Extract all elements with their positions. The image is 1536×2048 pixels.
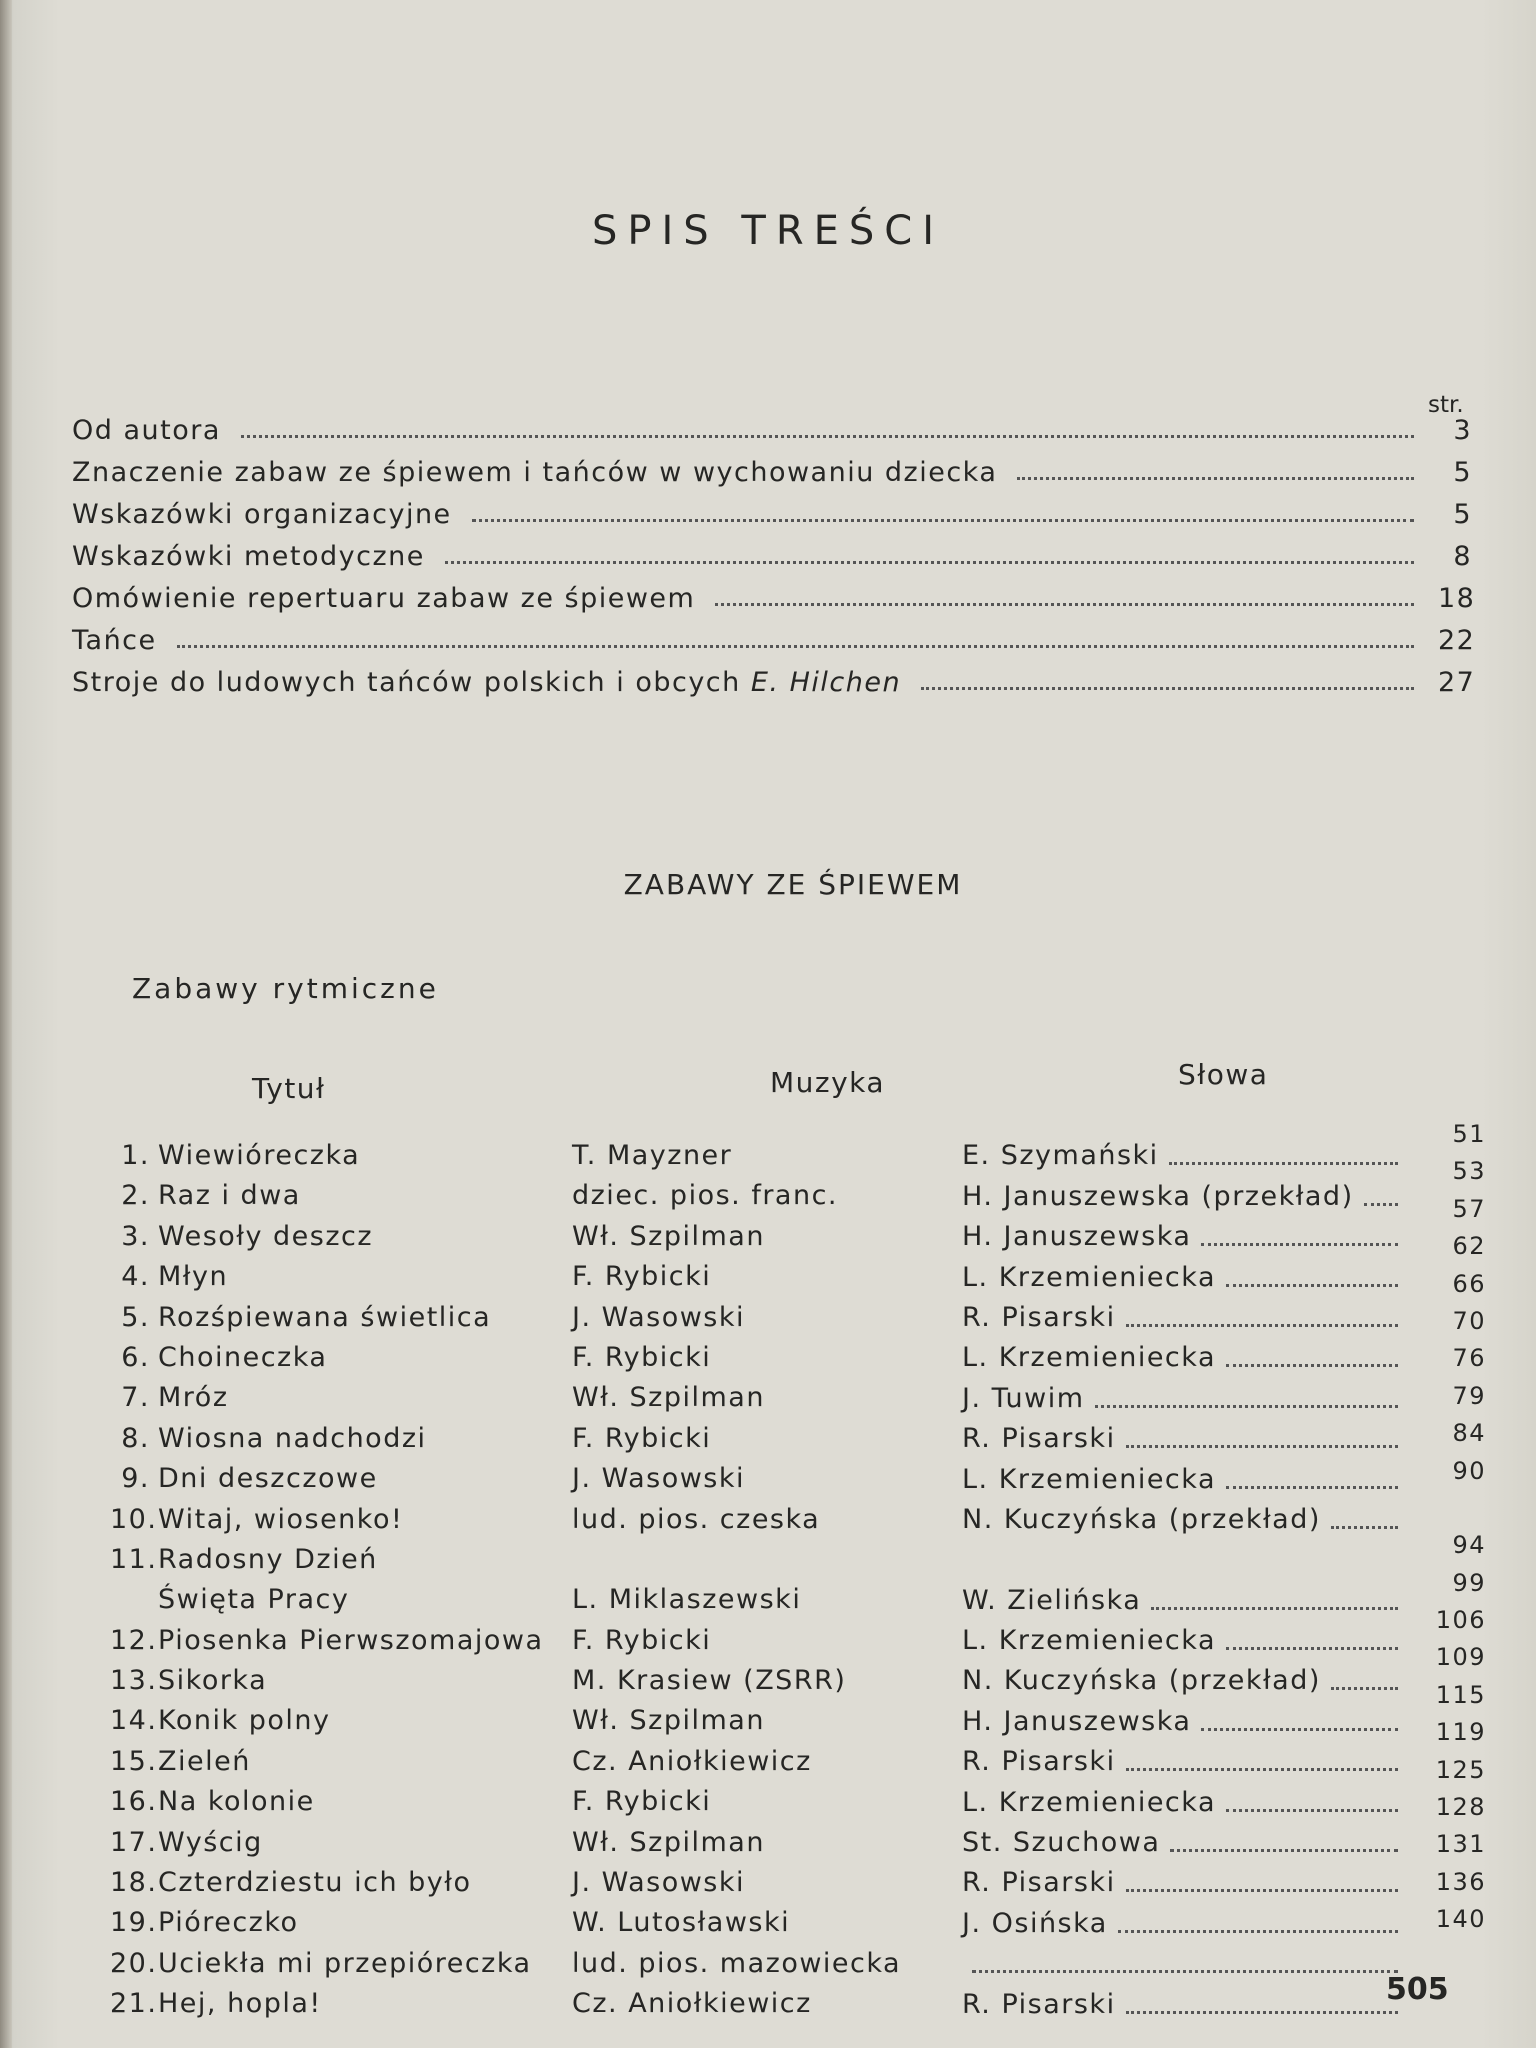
leader-dots (921, 686, 1414, 690)
song-page: 53 (1452, 1157, 1486, 1186)
song-title (110, 1661, 544, 1701)
leader-dots (1201, 1728, 1398, 1731)
song-title-text: Choineczka (158, 1341, 328, 1373)
song-words (962, 1176, 1402, 1216)
song-music: L. Miklaszewski (572, 1584, 802, 1616)
section-title: ZABAWY ZE ŚPIEWEM (623, 868, 963, 901)
toc-entry-author-name: E. Hilchen (750, 667, 902, 698)
song-words (962, 1540, 1402, 1580)
song-words (962, 1701, 1402, 1741)
song-page: 57 (1452, 1194, 1486, 1223)
leader-dots (1226, 1364, 1398, 1367)
song-words (962, 1944, 1402, 1984)
song-page-column (1406, 1116, 1486, 1939)
leader-dots (472, 518, 1414, 522)
song-title (110, 1621, 544, 1661)
song-music: Wł. Szpilman (572, 1705, 765, 1737)
song-words (962, 1419, 1402, 1459)
leader-dots (972, 1970, 1398, 1973)
leader-dots (1226, 1809, 1398, 1812)
song-music: M. Krasiew (ZSRR) (572, 1665, 847, 1697)
song-title-text: Radosny Dzień (158, 1543, 378, 1575)
song-title (110, 1782, 544, 1822)
leader-dots (1170, 1849, 1398, 1852)
song-music: F. Rybicki (572, 1422, 712, 1454)
column-header-title: Tytuł (252, 1072, 326, 1105)
leader-dots (1226, 1647, 1398, 1650)
song-title-text: Rozśpiewana świetlica (158, 1301, 492, 1333)
toc-entry-page: 22 (1438, 625, 1476, 656)
leader-dots (241, 434, 1414, 438)
song-title (110, 1298, 544, 1338)
song-title-text: Na kolonie (158, 1786, 315, 1818)
toc-entry (72, 404, 1472, 446)
leader-dots (1169, 1162, 1398, 1165)
song-music: Cz. Aniołkiewicz (572, 1988, 812, 2020)
song-number: 14. (110, 1705, 158, 1737)
subsection-title: Zabawy rytmiczne (132, 972, 439, 1005)
song-page: 51 (1452, 1120, 1486, 1148)
leader-dots (1331, 1687, 1398, 1690)
song-title-text: Hej, hopla! (158, 1988, 322, 2020)
page-title: SPIS TREŚCI (591, 208, 945, 254)
page-binding-edge (0, 0, 12, 2048)
song-words-author: J. Osińska (962, 1907, 1108, 1939)
song-words-author: R. Pisarski (962, 1867, 1116, 1899)
song-title (110, 1257, 544, 1297)
song-title (110, 1984, 544, 2024)
toc-entry-page: 8 (1453, 541, 1472, 572)
song-number: 17. (110, 1826, 158, 1858)
toc-entry (72, 530, 1472, 572)
toc-entry (72, 614, 1476, 656)
song-music: Wł. Szpilman (572, 1382, 765, 1414)
song-page (1406, 1490, 1486, 1527)
song-number: 1. (121, 1140, 150, 1171)
song-music: J. Wasowski (572, 1867, 746, 1899)
toc-entry-page: 18 (1438, 583, 1476, 614)
song-number: 8. (121, 1422, 150, 1454)
toc-entry-text: Od autora (72, 415, 221, 446)
toc-entry (72, 656, 1476, 698)
song-title (110, 1701, 544, 1741)
song-page: 79 (1452, 1381, 1486, 1410)
song-words (962, 1823, 1402, 1863)
song-title (110, 1863, 544, 1903)
song-page: 90 (1452, 1456, 1486, 1485)
song-number: 10. (110, 1503, 158, 1535)
song-number: 20. (110, 1947, 158, 1979)
song-page: 115 (1435, 1680, 1486, 1709)
song-title-text: Święta Pracy (158, 1584, 350, 1616)
leader-dots (445, 560, 1414, 564)
song-title (110, 1500, 544, 1540)
song-number: 4. (121, 1261, 150, 1293)
song-words (962, 1621, 1402, 1661)
song-title-text: Pióreczko (158, 1907, 299, 1939)
song-page: 84 (1452, 1419, 1486, 1448)
song-title-text: Wiewióreczka (158, 1140, 361, 1171)
song-music: lud. pios. czeska (572, 1503, 821, 1535)
song-words-author: R. Pisarski (962, 1746, 1116, 1778)
page-column-label: str. (1428, 392, 1464, 418)
song-page: 106 (1435, 1606, 1486, 1635)
toc-list (72, 404, 1476, 698)
song-title-text: Młyn (158, 1261, 229, 1293)
song-title (110, 1338, 544, 1378)
song-title (110, 1580, 544, 1620)
song-words-author: L. Krzemieniecka (962, 1625, 1216, 1657)
song-number: 11. (110, 1543, 158, 1575)
toc-entry-text: Znaczenie zabaw ze śpiewem i tańców w wychowaniu dziecka (72, 457, 998, 488)
toc-entry (72, 572, 1476, 614)
song-number: 16. (110, 1786, 158, 1818)
song-page: 131 (1435, 1830, 1486, 1859)
toc-entry (72, 446, 1472, 488)
song-page: 119 (1435, 1718, 1486, 1747)
column-header-music: Muzyka (770, 1066, 886, 1099)
song-page: 62 (1452, 1232, 1486, 1261)
song-page: 99 (1452, 1568, 1486, 1597)
song-words-author: H. Januszewska (962, 1705, 1192, 1737)
song-number: 21. (110, 1988, 158, 2020)
song-title (110, 1903, 544, 1943)
song-title (110, 1459, 544, 1499)
leader-dots (1126, 2011, 1398, 2014)
song-words-author: R. Pisarski (962, 1301, 1116, 1333)
song-title (110, 1217, 544, 1257)
leader-dots (1201, 1243, 1398, 1246)
song-title-text: Mróz (158, 1382, 229, 1414)
song-title (110, 1176, 544, 1216)
song-music: F. Rybicki (572, 1786, 712, 1818)
song-words (962, 1500, 1402, 1540)
song-page: 128 (1435, 1793, 1486, 1822)
song-words-author: N. Kuczyńska (przekład) (962, 1503, 1321, 1535)
song-title (110, 1419, 544, 1459)
song-page: 66 (1452, 1269, 1486, 1298)
song-music: lud. pios. mazowiecka (572, 1947, 902, 1979)
song-words (962, 1136, 1402, 1176)
toc-entry-page: 5 (1453, 457, 1472, 488)
song-title-text: Czterdziestu ich było (158, 1867, 472, 1899)
column-header-words: Słowa (1178, 1058, 1269, 1091)
song-music: F. Rybicki (572, 1624, 712, 1656)
toc-entry-page: 27 (1438, 667, 1476, 698)
song-words (962, 1863, 1402, 1903)
song-words-author: H. Januszewska (962, 1221, 1192, 1253)
song-words-author: L. Krzemieniecka (962, 1261, 1216, 1293)
song-music: Wł. Szpilman (572, 1220, 765, 1252)
song-words-author: J. Tuwim (962, 1382, 1085, 1414)
song-title-text: Zieleń (158, 1745, 251, 1777)
song-page: 136 (1435, 1867, 1486, 1896)
song-words (962, 1580, 1402, 1620)
song-words-author: W. Zielińska (962, 1584, 1142, 1616)
song-words-author: H. Januszewska (przekład) (962, 1180, 1354, 1212)
song-title-column (110, 1136, 544, 2025)
song-title-text: Sikorka (158, 1665, 268, 1697)
song-words-column (962, 1136, 1402, 2025)
leader-dots (1126, 1768, 1398, 1771)
leader-dots (1017, 476, 1414, 480)
song-number: 5. (121, 1301, 150, 1333)
song-words-author: R. Pisarski (962, 1423, 1116, 1455)
song-number: 19. (110, 1907, 158, 1939)
song-words (962, 1903, 1402, 1943)
leader-dots (1118, 1930, 1398, 1933)
leader-dots (1364, 1203, 1398, 1206)
song-music: Cz. Aniołkiewicz (572, 1745, 812, 1777)
song-title (110, 1823, 544, 1863)
song-words (962, 1782, 1402, 1822)
song-title-text: Wiosna nadchodzi (158, 1422, 427, 1454)
leader-dots (1126, 1445, 1398, 1448)
song-music: J. Wasowski (572, 1463, 746, 1495)
song-words-author: L. Krzemieniecka (962, 1342, 1216, 1374)
song-page: 125 (1435, 1755, 1486, 1784)
song-words (962, 1661, 1402, 1701)
song-words-author: L. Krzemieniecka (962, 1786, 1216, 1818)
song-words (962, 1378, 1402, 1418)
song-page: 94 (1452, 1531, 1486, 1560)
song-number: 7. (121, 1382, 150, 1414)
song-music: W. Lutosławski (572, 1907, 791, 1939)
song-page: 70 (1452, 1306, 1486, 1335)
song-words (962, 1298, 1402, 1338)
song-music: dziec. pios. franc. (572, 1180, 839, 1212)
song-words (962, 1217, 1402, 1257)
song-words-author: R. Pisarski (962, 1988, 1116, 2020)
song-words (962, 1742, 1402, 1782)
song-music: T. Mayzner (572, 1140, 733, 1171)
leader-dots (715, 602, 1414, 606)
toc-entry (72, 488, 1472, 530)
song-title (110, 1540, 544, 1580)
song-number: 6. (121, 1341, 150, 1373)
song-number: 9. (121, 1463, 150, 1495)
toc-entry-text: Wskazówki organizacyjne (72, 499, 452, 530)
song-number: 15. (110, 1745, 158, 1777)
toc-entry-text: Tańce (72, 625, 157, 656)
song-music: F. Rybicki (572, 1261, 712, 1293)
song-words (962, 1338, 1402, 1378)
song-words (962, 1257, 1402, 1297)
leader-dots (1095, 1405, 1398, 1408)
song-title (110, 1136, 544, 1176)
song-number: 2. (121, 1180, 150, 1212)
song-title-text: Raz i dwa (158, 1180, 301, 1212)
song-page: 76 (1452, 1344, 1486, 1373)
song-number: 3. (121, 1220, 150, 1252)
toc-entry-page: 5 (1453, 499, 1472, 530)
page-number: 505 (1386, 1972, 1449, 2007)
song-number: 18. (110, 1867, 158, 1899)
song-title-text: Dni deszczowe (158, 1463, 378, 1495)
song-title-text: Piosenka Pierwszomajowa (158, 1624, 544, 1656)
song-music: Wł. Szpilman (572, 1826, 765, 1858)
song-title-text: Uciekła mi przepióreczka (158, 1947, 532, 1979)
leader-dots (1151, 1607, 1398, 1610)
toc-entry-author (741, 667, 901, 698)
song-music-column (572, 1136, 901, 2025)
song-title (110, 1378, 544, 1418)
song-words (962, 1459, 1402, 1499)
song-words (962, 1984, 1402, 2024)
song-number: 12. (110, 1624, 158, 1656)
song-title-text: Witaj, wiosenko! (158, 1503, 404, 1535)
song-music (572, 1540, 901, 1580)
song-words-author: N. Kuczyńska (przekład) (962, 1665, 1321, 1697)
song-title (110, 1944, 544, 1984)
song-number: 13. (110, 1665, 158, 1697)
song-page: 109 (1435, 1643, 1486, 1672)
toc-entry-text: Wskazówki metodyczne (72, 541, 425, 572)
song-words-author: L. Krzemieniecka (962, 1463, 1216, 1495)
song-title-text: Konik polny (158, 1705, 331, 1737)
song-title-text: Wyścig (158, 1826, 263, 1858)
toc-entry-text: Stroje do ludowych tańców polskich i obcych (72, 667, 741, 698)
song-music: F. Rybicki (572, 1341, 712, 1373)
toc-entry-text: Omówienie repertuaru zabaw ze śpiewem (72, 583, 696, 614)
leader-dots (1126, 1324, 1398, 1327)
leader-dots (1331, 1526, 1398, 1529)
song-music: J. Wasowski (572, 1301, 746, 1333)
song-title (110, 1742, 544, 1782)
song-words-author: E. Szymański (962, 1140, 1159, 1172)
leader-dots (1126, 1889, 1398, 1892)
toc-entry-page: 3 (1453, 415, 1472, 446)
song-title-text: Wesoły deszcz (158, 1220, 374, 1252)
song-page: 140 (1435, 1905, 1486, 1934)
leader-dots (177, 644, 1414, 648)
leader-dots (1226, 1486, 1398, 1489)
song-words-author: St. Szuchowa (962, 1827, 1161, 1859)
leader-dots (1226, 1284, 1398, 1287)
